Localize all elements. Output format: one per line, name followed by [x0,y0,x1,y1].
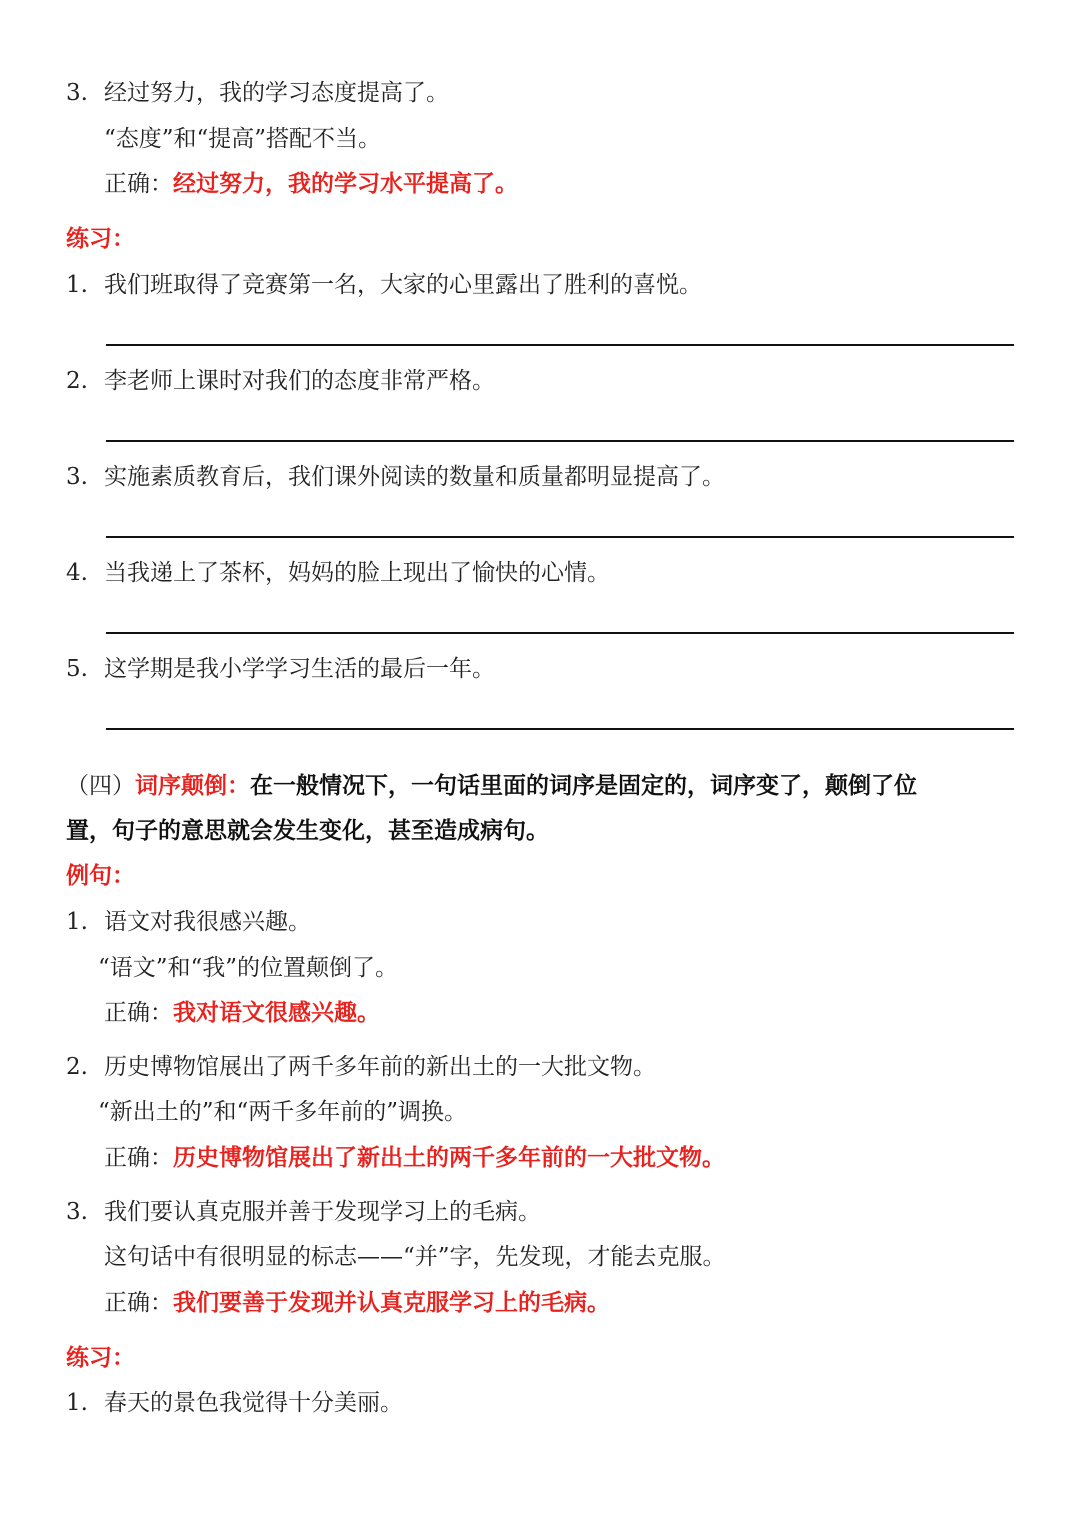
section-heading [66,771,917,801]
example-note: 这句话中有很明显的标志——“并”字，先发现，才能去克服。 [104,1244,726,1270]
practice-item-number: 3. [66,464,88,490]
example-note: “语文”和“我”的位置颠倒了。 [98,955,399,981]
correct-text: 历史博物馆展出了新出土的两千多年前的一大批文物。 [173,1144,725,1171]
correct-line [104,998,380,1028]
example-sentence: 语文对我很感兴趣。 [104,909,311,935]
correct-label: 正确： [104,171,173,197]
example-note: “新出土的”和“两千多年前的”调换。 [98,1099,468,1125]
practice-item-number: 5. [66,656,88,682]
example-number: 3. [66,1199,88,1225]
correct-label: 正确： [104,1290,173,1316]
practice-item-text: 李老师上课时对我们的态度非常严格。 [104,368,495,394]
answer-line[interactable] [106,728,1014,730]
correct-line [104,1143,725,1173]
practice-item-number: 1. [66,1390,88,1416]
practice-item-text: 这学期是我小学学习生活的最后一年。 [104,656,495,682]
examples-heading: 例句： [66,862,135,889]
example-number: 1. [66,909,88,935]
practice-item-text: 春天的景色我觉得十分美丽。 [104,1390,403,1416]
section-prefix: （四） [66,773,135,799]
answer-line[interactable] [106,344,1014,346]
example-number: 3. [66,80,88,106]
section-desc: 在一般情况下，一句话里面的词序是固定的，词序变了，颠倒了位 [250,772,917,799]
answer-line[interactable] [106,440,1014,442]
practice-item-text: 实施素质教育后，我们课外阅读的数量和质量都明显提高了。 [104,464,725,490]
section-desc-continued: 置，句子的意思就会发生变化，甚至造成病句。 [66,817,549,844]
practice-item-text: 我们班取得了竞赛第一名，大家的心里露出了胜利的喜悦。 [104,272,702,298]
practice-heading: 练习： [66,225,135,252]
answer-line[interactable] [106,632,1014,634]
practice-item-number: 1. [66,272,88,298]
answer-line[interactable] [106,536,1014,538]
section-title: 词序颠倒： [135,772,250,799]
example-sentence: 我们要认真克服并善于发现学习上的毛病。 [104,1199,541,1225]
example-sentence: 经过努力，我的学习态度提高了。 [104,80,449,106]
practice-item-number: 2. [66,368,88,394]
example-sentence: 历史博物馆展出了两千多年前的新出土的一大批文物。 [104,1054,656,1080]
correct-label: 正确： [104,1145,173,1171]
practice-heading: 练习： [66,1344,135,1371]
correct-label: 正确： [104,1000,173,1026]
practice-item-number: 4. [66,560,88,586]
practice-item-text: 当我递上了茶杯，妈妈的脸上现出了愉快的心情。 [104,560,610,586]
example-note: “态度”和“提高”搭配不当。 [104,126,382,152]
correct-text: 我们要善于发现并认真克服学习上的毛病。 [173,1289,610,1316]
example-number: 2. [66,1054,88,1080]
correct-line [104,169,518,199]
correct-line [104,1288,610,1318]
correct-text: 经过努力，我的学习水平提高了。 [173,170,518,197]
correct-text: 我对语文很感兴趣。 [173,999,380,1026]
